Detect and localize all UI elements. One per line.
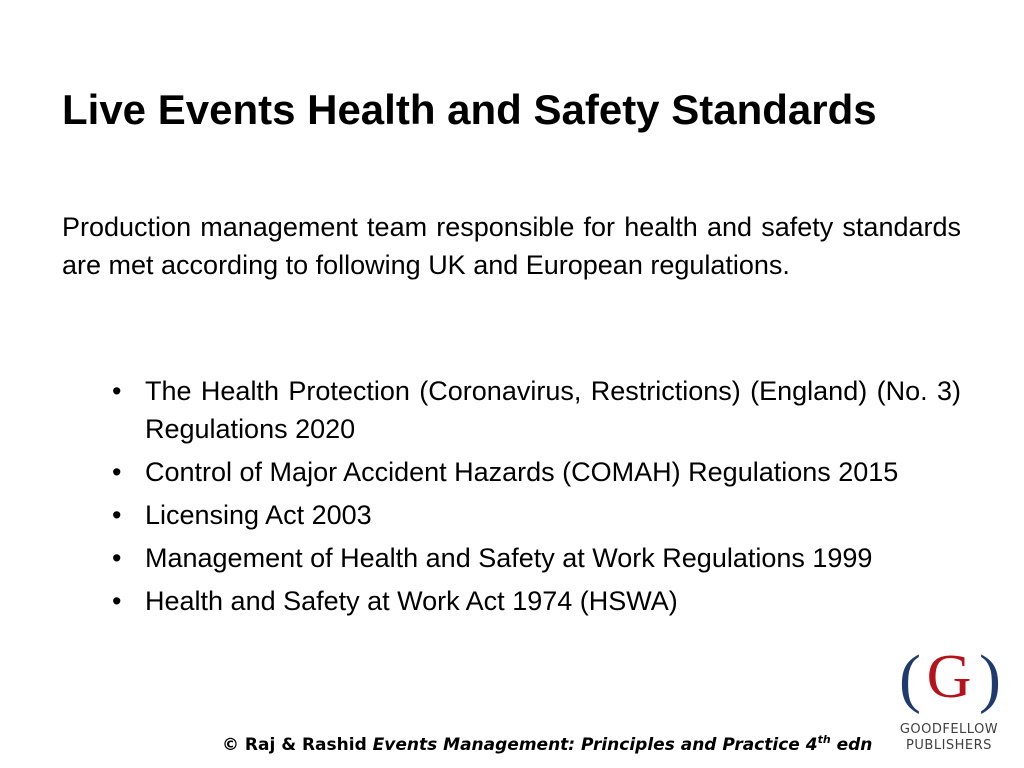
- intro-paragraph: Production management team responsible for health and safety standards are met according to following UK and European regulations.: [62, 212, 961, 280]
- footer-copyright: © Raj & Rashid: [222, 735, 373, 755]
- footer-edition-superscript: th: [817, 733, 831, 746]
- list-item-text: The Health Protection (Coronavirus, Restrictions) (England) (No. 3) Regulations 2020: [145, 376, 961, 444]
- list-item-text: Control of Major Accident Hazards (COMAH) Regulations 2015: [145, 457, 899, 487]
- list-item: [112, 582, 961, 620]
- bullet-icon: •: [112, 457, 122, 487]
- logo-name-line2: PUBLISHERS: [906, 738, 992, 753]
- publisher-logo: [893, 640, 1005, 756]
- bullet-icon: •: [112, 376, 122, 406]
- footer-edition-suffix: edn: [830, 735, 873, 755]
- logo-close-paren: ): [979, 642, 1001, 715]
- list-item: [112, 372, 961, 448]
- list-item-text: Licensing Act 2003: [145, 500, 372, 530]
- bullet-icon: •: [112, 586, 122, 616]
- slide-title: Live Events Health and Safety Standards: [62, 86, 877, 133]
- list-item-text: Management of Health and Safety at Work Regulations 1999: [145, 543, 873, 573]
- bullet-icon: •: [112, 500, 122, 530]
- list-item: [112, 539, 961, 577]
- list-item-text: Health and Safety at Work Act 1974 (HSWA): [145, 586, 678, 616]
- logo-letter: G: [926, 643, 972, 711]
- logo-name-line1: GOODFELLOW: [899, 722, 999, 737]
- logo-mark-icon: [893, 640, 1005, 720]
- list-item: [112, 496, 961, 534]
- list-item: [112, 453, 961, 491]
- copyright-footer: [222, 733, 872, 757]
- bullet-icon: •: [112, 543, 122, 573]
- regulations-list: [112, 372, 961, 625]
- logo-open-paren: (: [899, 642, 921, 715]
- footer-book-title: Events Management: Principles and Practice 4: [372, 735, 818, 755]
